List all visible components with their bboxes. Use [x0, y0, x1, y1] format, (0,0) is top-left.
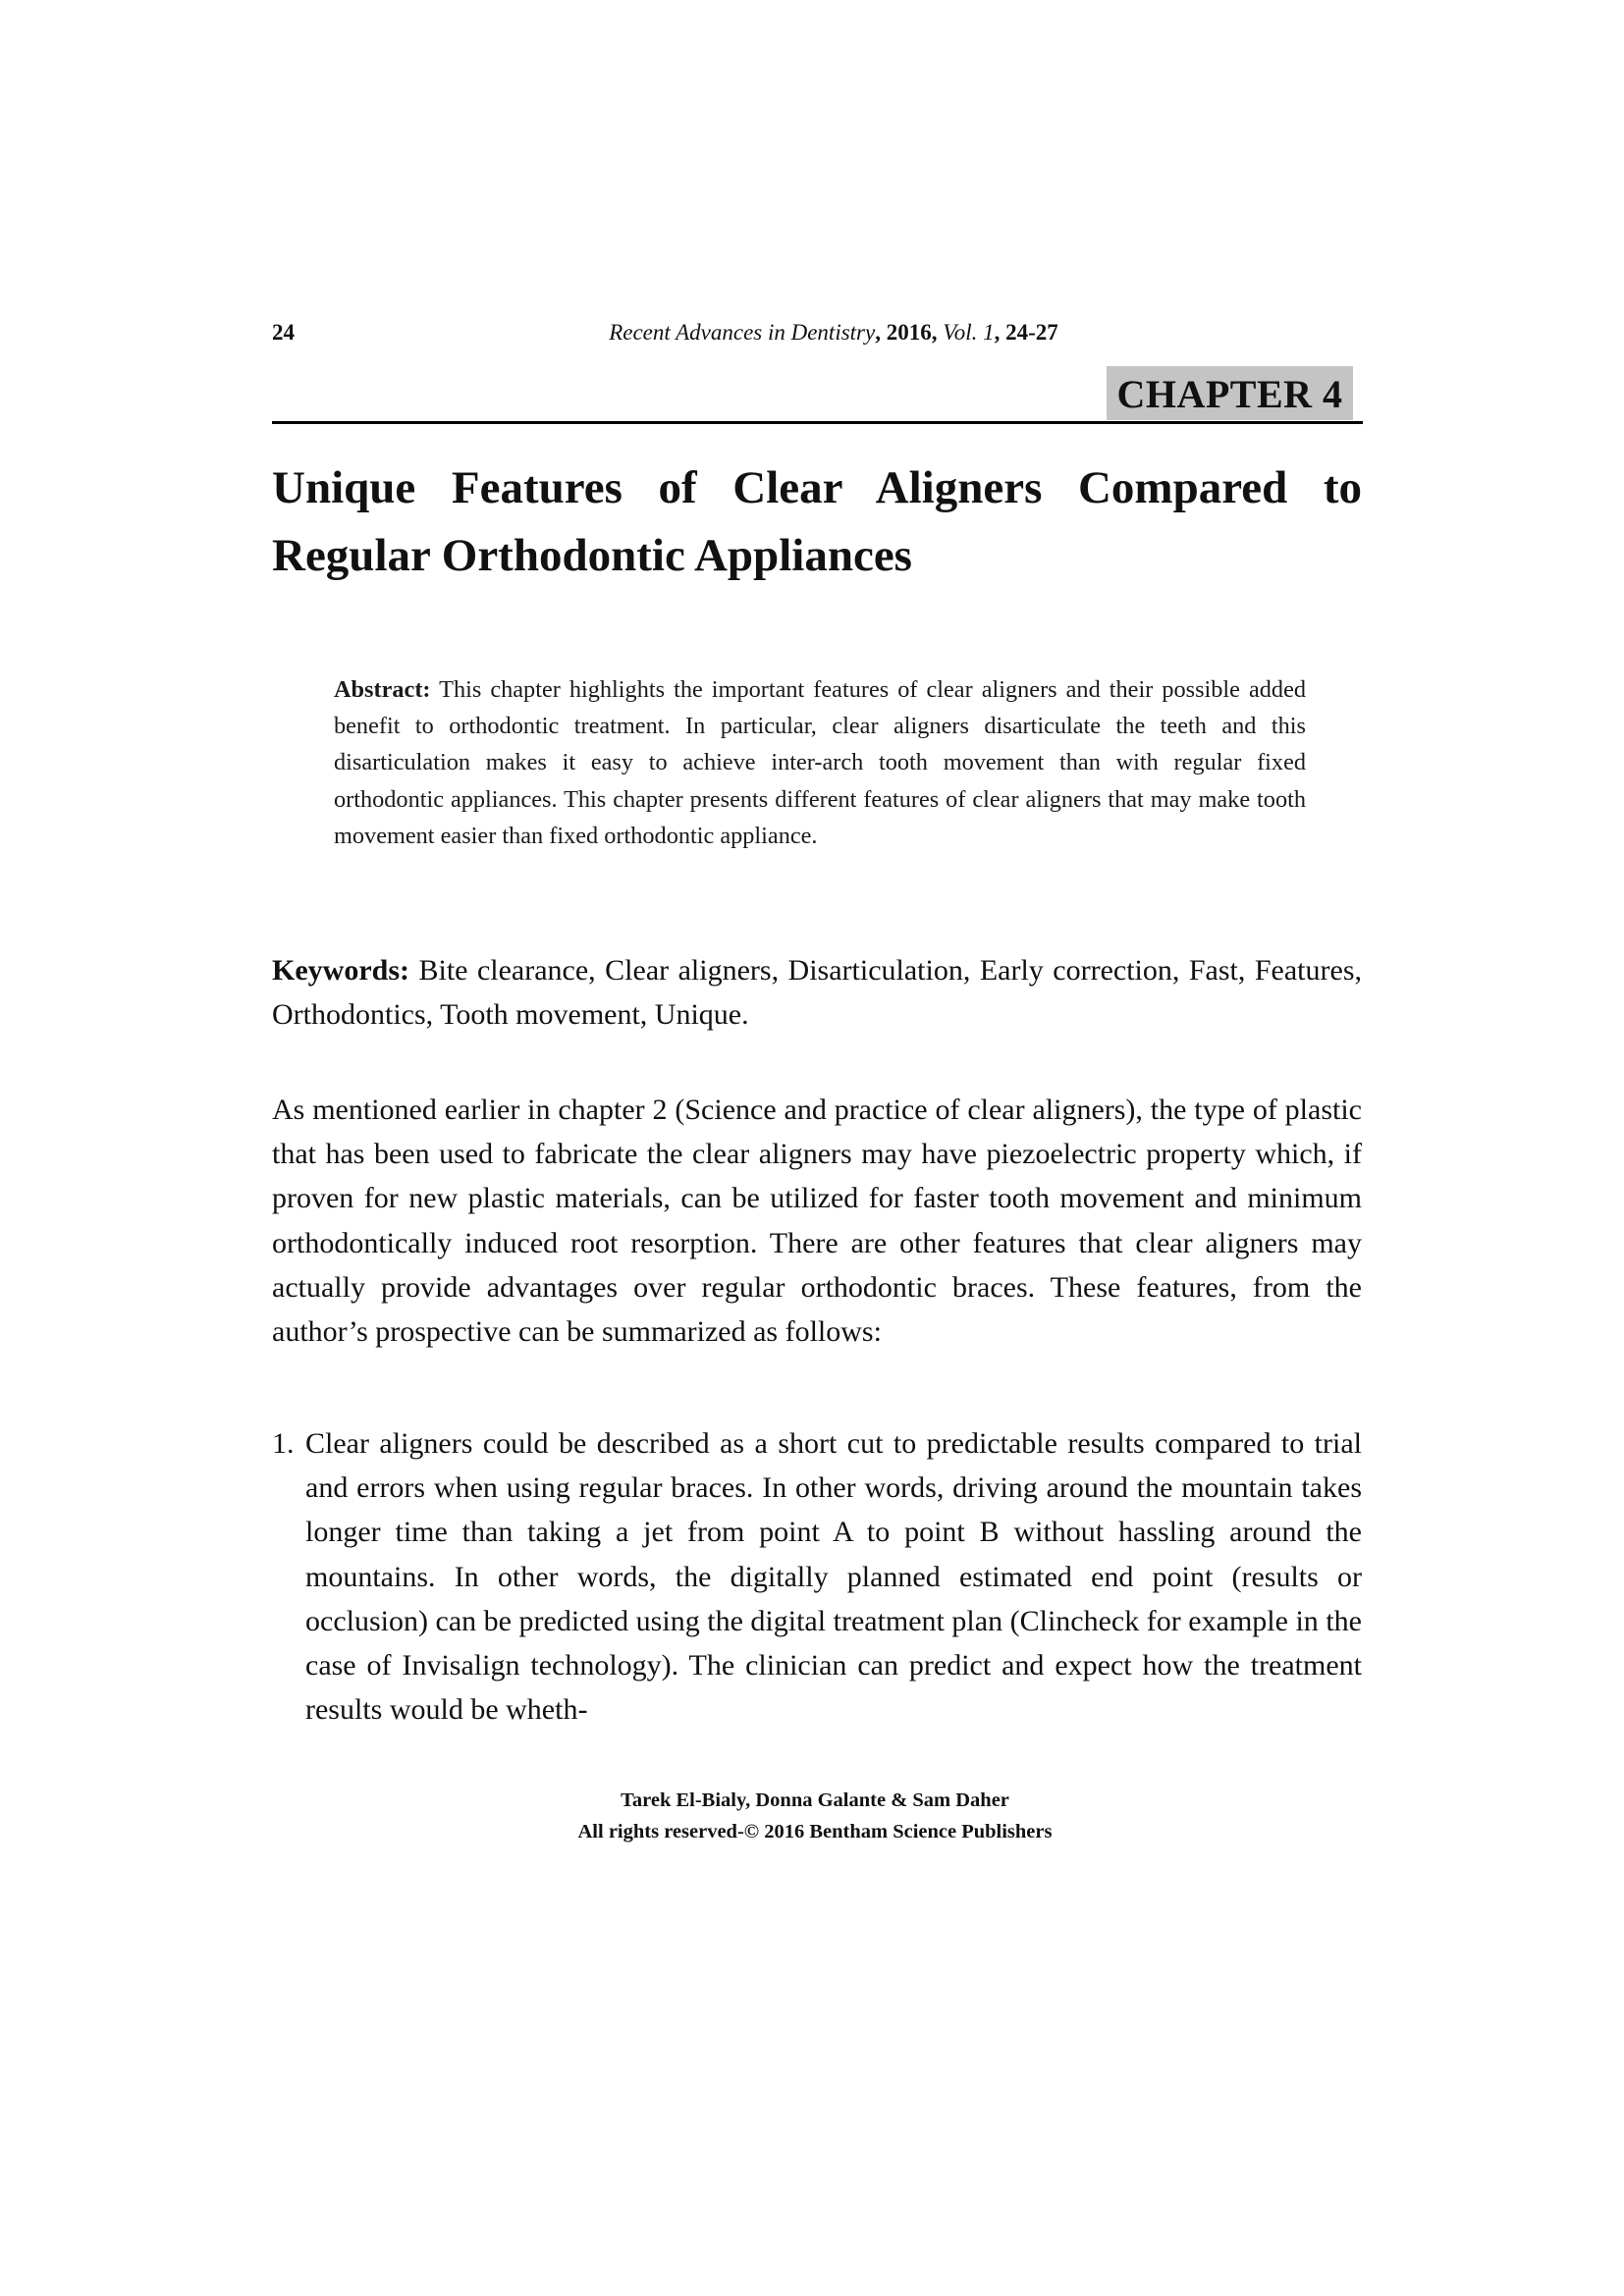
chapter-title-line-1: Unique Features of Clear Aligners Compared to	[272, 462, 1362, 513]
chapter-label: CHAPTER 4	[1107, 366, 1353, 420]
chapter-title	[272, 454, 1362, 590]
body-paragraph: As mentioned earlier in chapter 2 (Science and practice of clear aligners), the type of plastic that has been used to fabricate the clear aligners may have piezoelectric property which, if proven for new plastic materials, can be utilized for faster tooth movement and minimum orthodontically induced root resorption. There are other features that clear aligners may actually provide advantages over regular orthodontic braces. These features, from the author’s prospective can be summarized as follows:	[272, 1094, 1362, 1349]
footer-copyright: All rights reserved-© 2016 Bentham Science Publishers	[577, 1821, 1053, 1842]
journal-pages: , 24-27	[994, 320, 1058, 345]
footer	[393, 1785, 1237, 1847]
list-item-text: Clear aligners could be described as a short cut to predictable results compared to trial and errors when using regular braces. In other words, driving around the mountain takes longer time than taking a jet from point A to point B without hassling around the mountains. In other words, the digitally planned estimated end point (results or occlusion) can be predicted using the digital treatment plan (Clincheck for example in the case of Invisalign technology). The clinician can predict and expect how the treatment results would be wheth-	[305, 1427, 1362, 1727]
keywords-text: Bite clearance, Clear aligners, Disarticulation, Early correction, Fast, Features, Orthodontics, Tooth movement, Unique.	[272, 954, 1362, 1031]
journal-volume: Vol. 1	[943, 320, 995, 345]
header-rule	[272, 421, 1363, 424]
numbered-list	[272, 1421, 1362, 1732]
page-number: 24	[272, 320, 295, 345]
abstract-text: This chapter highlights the important features of clear aligners and their possible added benefit to orthodontic treatment. In particular, clear aligners disarticulate the teeth and this disarticulation makes it easy to achieve inter-arch tooth movement than with regular fixed orthodontic appliances. This chapter presents different features of clear aligners that may make tooth movement easier than fixed orthodontic appliance.	[334, 676, 1306, 849]
footer-authors: Tarek El-Bialy, Donna Galante & Sam Daher	[621, 1789, 1009, 1811]
keywords-label: Keywords:	[272, 954, 409, 987]
abstract-label: Abstract:	[334, 676, 431, 703]
running-header	[393, 320, 1274, 346]
abstract	[334, 671, 1306, 854]
keywords	[272, 948, 1362, 1037]
list-item-number: 1.	[272, 1427, 295, 1460]
journal-year: , 2016,	[875, 320, 944, 345]
list-item	[272, 1421, 1362, 1732]
chapter-title-line-2: Regular Orthodontic Appliances	[272, 530, 912, 581]
journal-name: Recent Advances in Dentistry	[609, 320, 876, 345]
